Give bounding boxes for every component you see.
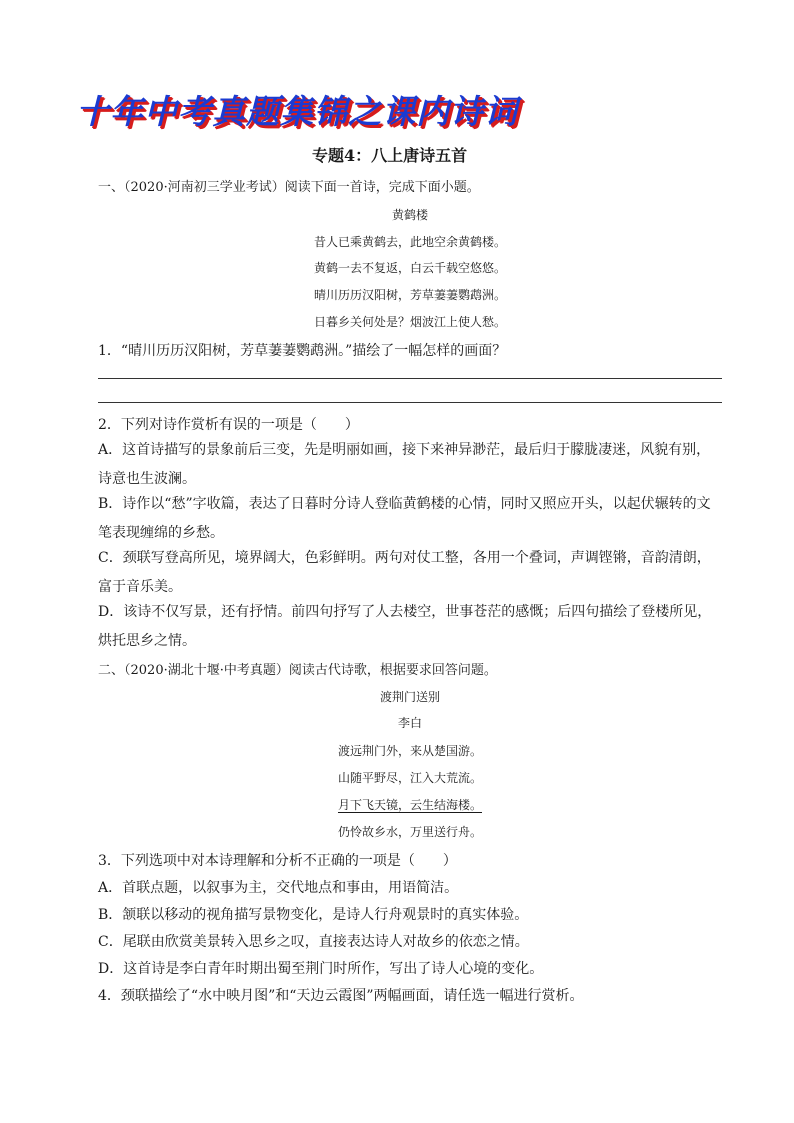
option-b: B．颔联以移动的视角描写景物变化，是诗人行舟观景时的真实体验。: [98, 907, 529, 923]
underlined-couplet: 月下飞天镜，云生结海楼。: [337, 798, 482, 812]
question-2: 2．下列对诗作赏析有误的一项是（ ）: [98, 417, 359, 433]
section-1-heading: 一、（2020·河南初三学业考试）阅读下面一首诗，完成下面小题。: [98, 180, 480, 195]
poem-1-title: 黄鹤楼: [391, 208, 428, 222]
question-4: 4．颈联描绘了“水中映月图”和“天边云霞图”两幅画面，请任选一幅进行赏析。: [98, 988, 584, 1004]
option-a: A．首联点题，以叙事为主，交代地点和事由，用语简洁。: [98, 880, 459, 896]
poem-1-line: 日暮乡关何处是？烟波江上使人愁。: [313, 315, 506, 329]
option-a: A．这首诗描写的景象前后三变，先是明丽如画，接下来神异渺茫，最后归于朦胧凄迷，风貌有别，诗意也生波澜。: [98, 442, 711, 487]
option-c: C．颈联写登高所见，境界阔大，色彩鲜明。两句对仗工整，各用一个叠词，声调铿锵，音韵清朗，富于音乐美。: [98, 550, 711, 595]
poem-2-line: 渡远荆门外，来从楚国游。: [337, 744, 482, 758]
option-d: D．该诗不仅写景，还有抒情。前四句抒写了人去楼空，世事苍茫的感慨；后四句描绘了登楼所见，烘托思乡之情。: [98, 604, 712, 649]
poem-1-line: 昔人已乘黄鹤去，此地空余黄鹤楼。: [313, 235, 506, 249]
question-1: 1．“晴川历历汉阳树，芳草萋萋鹦鹉洲。”描绘了一幅怎样的画面？: [98, 343, 507, 359]
poem-2-line: 山随平野尽，江入大荒流。: [337, 771, 482, 785]
poem-2-line-underlined: [0, 796, 794, 813]
poem-2-author: 李白: [397, 716, 422, 730]
poem-2-title: 渡荆门送别: [379, 690, 440, 704]
option-d: D．这首诗是李白青年时期出蜀至荆门时所作，写出了诗人心境的变化。: [98, 961, 544, 977]
poem-2-line: 仍怜故乡水，万里送行舟。: [337, 825, 482, 839]
series-banner: 十年中考真题集锦之课内诗词: [76, 92, 518, 131]
question-3: 3．下列选项中对本诗理解和分析不正确的一项是（ ）: [98, 853, 457, 869]
poem-1-line: 晴川历历汉阳树，芳草萋萋鹦鹉洲。: [313, 288, 506, 302]
option-b: B．诗作以“愁”字收篇，表达了日暮时分诗人登临黄鹤楼的心情，同时又照应开头，以起伏辗转的文笔表现缠绵的乡愁。: [98, 496, 711, 541]
answer-line: [98, 378, 722, 379]
section-2-heading: 二、（2020·湖北十堰·中考真题）阅读古代诗歌，根据要求回答问题。: [98, 663, 497, 678]
poem-1-line: 黄鹤一去不复返，白云千载空悠悠。: [313, 261, 506, 275]
topic-title: 专题4：八上唐诗五首: [312, 146, 468, 165]
option-c: C．尾联由欣赏美景转入思乡之叹，直接表达诗人对故乡的依恋之情。: [98, 934, 529, 950]
answer-line: [98, 402, 722, 403]
